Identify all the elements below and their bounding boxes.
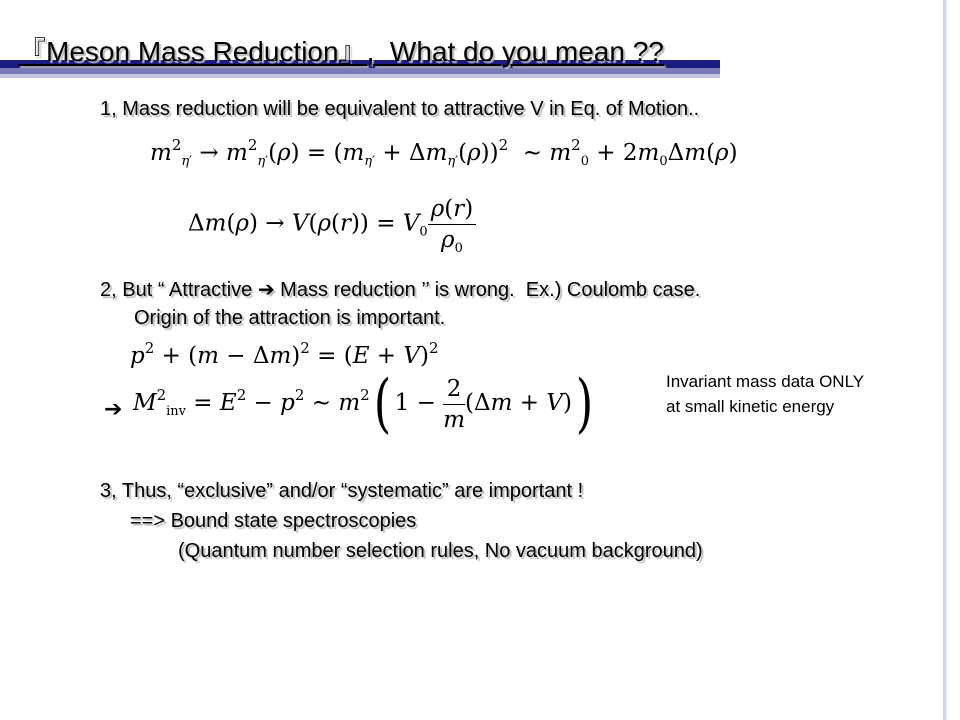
side-note-line1: Invariant mass data ONLY xyxy=(666,372,865,391)
item-2-text-line1: 2, But “ Attractive ➔ Mass reduction ’’ is wrong. Ex.) Coulomb case. xyxy=(100,279,701,301)
equation-potential: $\Delta m(\rho) \to V(\rho(r)) = V_0$ $\frac{\rho(r)}{\rho_0}$ xyxy=(188,196,476,253)
side-note-line2: at small kinetic energy xyxy=(666,397,835,416)
equation-invariant-mass: $M^2_{inv} = E^2 - p^2$ ∼ $m^2$( 1 − $\frac{2}{m}$ (Δm + V)) xyxy=(133,367,594,441)
item-1-text: 1, Mass reduction will be equivalent to attractive V in Eq. of Motion.. xyxy=(100,98,700,120)
slide-title: 『Meson Mass Reduction』, What do you mean ?? xyxy=(18,36,664,67)
item-3-text-line1: 3, Thus, “exclusive” and/or “systematic” are important ! xyxy=(100,480,584,502)
equation-dispersion: $p^2 + (m - \Delta m)^2 = (E + V)^2$ xyxy=(130,339,439,369)
right-border-rule xyxy=(943,0,946,720)
equation-mass-shift: $m^2_{\eta'} \to m^2_{\eta'}(\rho) = (m_{\eta'} + \Delta m_{\eta'}(\rho))^2$ ∼ $m^2_0 + 2m_0\Delta m(\rho)$ xyxy=(150,136,738,169)
right-arrow-icon: ➔ xyxy=(104,396,123,421)
item-3-text-line2: ==> Bound state spectroscopies xyxy=(130,510,417,532)
item-2-text-line2: Origin of the attraction is important. xyxy=(134,307,446,329)
title-underline-fade xyxy=(0,74,720,78)
item-3-text-line3: (Quantum number selection rules, No vacuum background) xyxy=(178,540,703,562)
